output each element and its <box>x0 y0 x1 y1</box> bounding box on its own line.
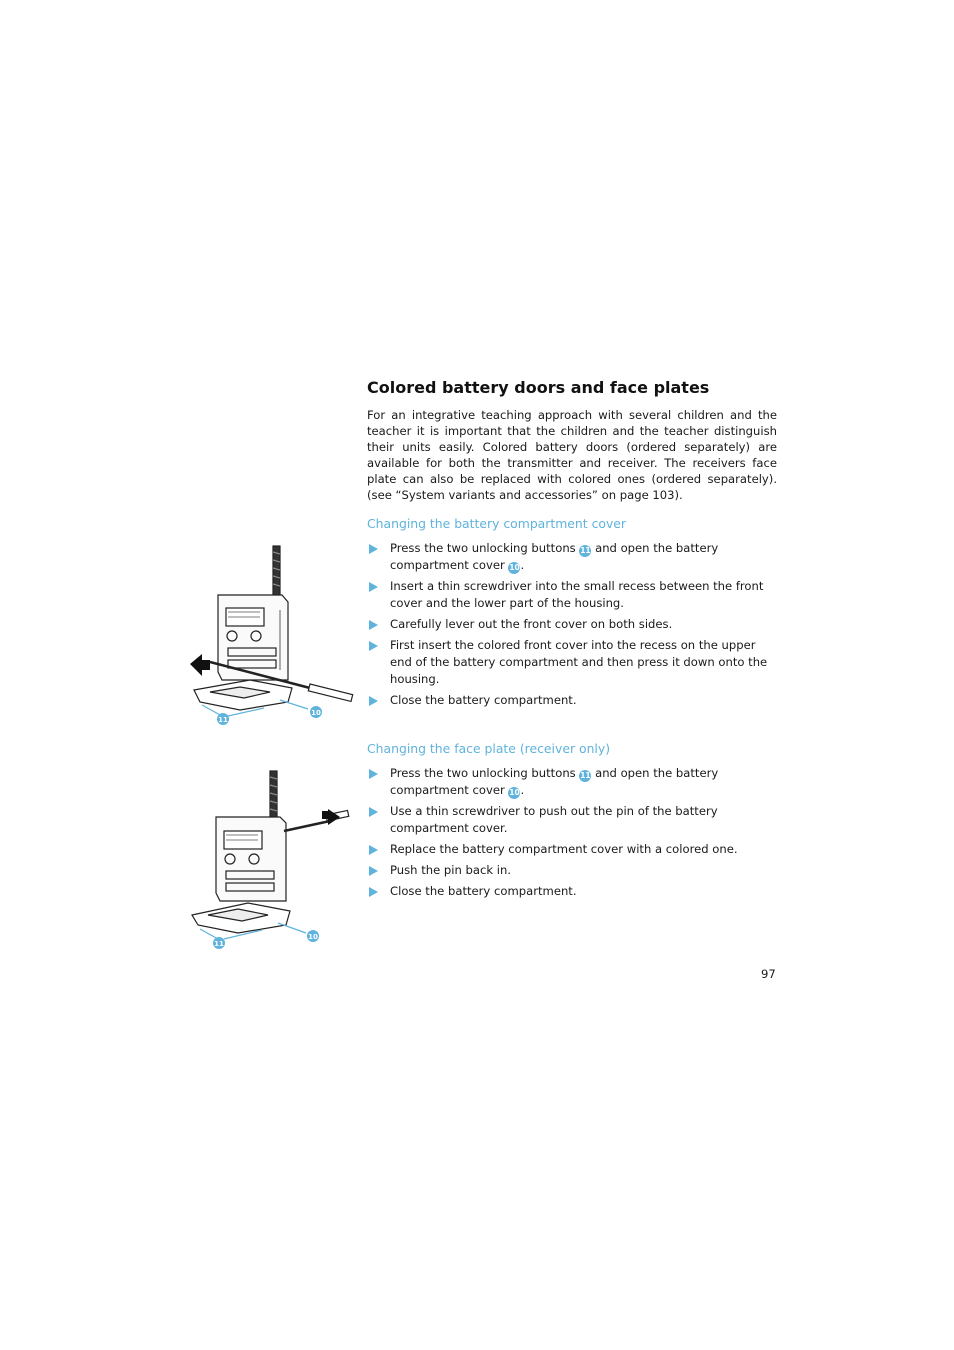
step-text: . <box>520 783 525 797</box>
list-item <box>367 841 779 858</box>
bullet-triangle-icon <box>369 845 378 855</box>
list-item <box>367 803 779 837</box>
receiver-illustration <box>216 771 286 901</box>
step-text: Replace the battery compartment cover with a colored one. <box>390 842 738 856</box>
battery-cover-illustration <box>192 903 290 933</box>
bullet-triangle-icon <box>369 887 378 897</box>
list-item <box>367 883 779 900</box>
list-item <box>367 862 779 879</box>
step-text: Close the battery compartment. <box>390 884 577 898</box>
page-title: Colored battery doors and face plates <box>367 378 710 397</box>
callout-badge-11: 11 <box>580 771 591 780</box>
arrow-left-icon <box>190 654 210 676</box>
step-text: Use a thin screwdriver to push out the pin of the battery compartment cover. <box>390 804 718 835</box>
callout-badge-10: 10 <box>509 563 520 572</box>
bullet-triangle-icon <box>369 866 378 876</box>
receiver-illustration <box>218 546 288 680</box>
steps-battery-cover <box>367 540 779 709</box>
bullet-triangle-icon <box>369 807 378 817</box>
steps-face-plate <box>367 765 779 900</box>
callout-label-11: 11 <box>214 940 224 948</box>
bullet-triangle-icon <box>369 582 378 592</box>
figure-battery-cover <box>180 540 360 730</box>
battery-cover-illustration <box>194 680 292 710</box>
step-text: and open the battery compartment cover <box>390 541 719 572</box>
bullet-triangle-icon <box>369 544 378 554</box>
page-number: 97 <box>761 967 776 981</box>
list-item <box>367 637 779 688</box>
callout-badge-11: 11 <box>580 546 591 555</box>
section-heading-face-plate: Changing the face plate (receiver only) <box>367 741 611 756</box>
callout-label-10: 10 <box>308 933 318 941</box>
list-item <box>367 765 779 799</box>
step-text: and open the battery compartment cover <box>390 766 719 797</box>
list-item <box>367 616 779 633</box>
bullet-triangle-icon <box>369 620 378 630</box>
bullet-triangle-icon <box>369 641 378 651</box>
step-text: Carefully lever out the front cover on both sides. <box>390 617 673 631</box>
callout-label-11: 11 <box>218 716 228 724</box>
bullet-triangle-icon <box>369 769 378 779</box>
screwdriver-illustration <box>284 810 349 831</box>
step-text: Press the two unlocking buttons <box>390 766 580 780</box>
step-text: Insert a thin screwdriver into the small recess between the front cover and the lower part of the housing. <box>390 579 764 610</box>
bullet-triangle-icon <box>369 696 378 706</box>
callout-label-10: 10 <box>311 709 321 717</box>
step-text: Push the pin back in. <box>390 863 512 877</box>
figure-face-plate <box>180 765 360 955</box>
list-item <box>367 692 779 709</box>
step-text: First insert the colored front cover into the recess on the upper end of the battery compartment and then press it down onto the housing. <box>390 638 768 686</box>
list-item <box>367 578 779 612</box>
section-heading-battery-cover: Changing the battery compartment cover <box>367 516 627 531</box>
intro-paragraph: For an integrative teaching approach with several children and the teacher it is important that the children and the teacher distinguish their units easily. Colored battery doors (ordered separately) are available for both the transmitter and receiver. The receivers face plate can also be replaced with colored ones (ordered separately). (see “System variants and accessories” on page 103). <box>367 408 777 502</box>
step-text: . <box>520 558 525 572</box>
list-item <box>367 540 779 574</box>
step-text: Close the battery compartment. <box>390 693 577 707</box>
callout-badge-10: 10 <box>509 788 520 797</box>
step-text: Press the two unlocking buttons <box>390 541 580 555</box>
